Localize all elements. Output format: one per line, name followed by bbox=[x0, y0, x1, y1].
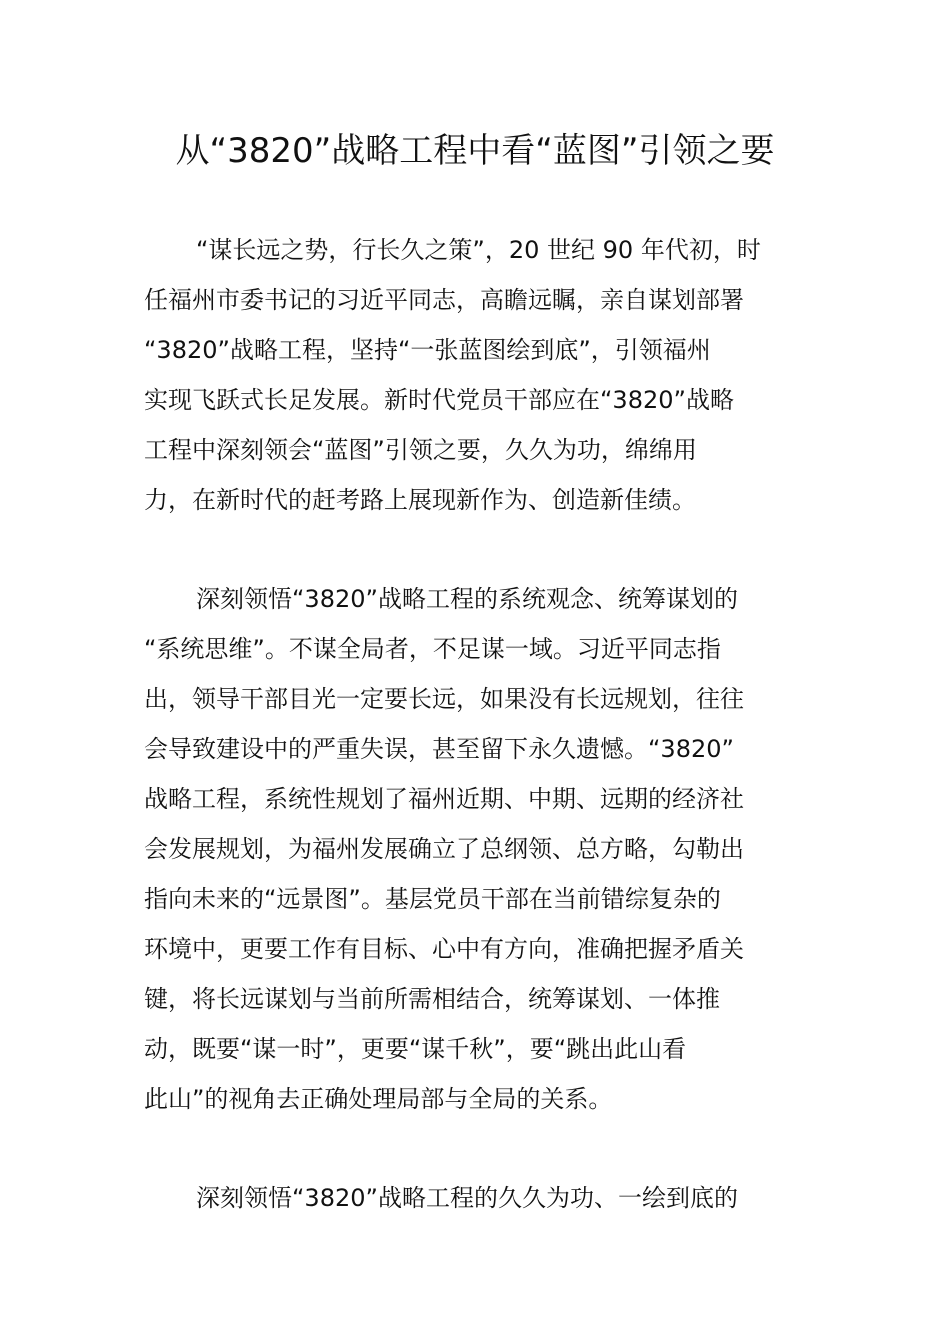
paragraph-2-line-10: 动，既要“谋一时”，更要“谋千秋”，要“跳出此山看 bbox=[144, 1035, 687, 1063]
paragraph-2-line-7: 指向未来的“远景图”。基层党员干部在当前错综复杂的 bbox=[144, 885, 721, 913]
paragraph-2-line-5: 战略工程，系统性规划了福州近期、中期、远期的经济社 bbox=[144, 785, 744, 813]
paragraph-2-line-3: 出，领导干部目光一定要长远，如果没有长远规划，往往 bbox=[144, 685, 744, 713]
paragraph-2-line-4: 会导致建设中的严重失误，甚至留下永久遗憾。“3820” bbox=[144, 735, 734, 763]
paragraph-2-line-9: 键，将长远谋划与当前所需相结合，统筹谋划、一体推 bbox=[144, 985, 720, 1013]
paragraph-2-line-8: 环境中，更要工作有目标、心中有方向，准确把握矛盾关 bbox=[144, 935, 744, 963]
paragraph-2-line-11: 此山”的视角去正确处理局部与全局的关系。 bbox=[144, 1085, 613, 1113]
document-title: 从“3820”战略工程中看“蓝图”引领之要 bbox=[175, 131, 775, 171]
paragraph-1-line-5: 工程中深刻领会“蓝图”引领之要，久久为功，绵绵用 bbox=[144, 436, 697, 464]
paragraph-1-line-6: 力，在新时代的赶考路上展现新作为、创造新佳绩。 bbox=[144, 486, 696, 514]
paragraph-1-line-3: “3820”战略工程，坚持“一张蓝图绘到底”，引领福州 bbox=[144, 336, 711, 364]
paragraph-2-line-6: 会发展规划，为福州发展确立了总纲领、总方略，勾勒出 bbox=[144, 835, 744, 863]
paragraph-2-line-2: “系统思维”。不谋全局者，不足谋一域。习近平同志指 bbox=[144, 635, 721, 663]
paragraph-3-line-1: 深刻领悟“3820”战略工程的久久为功、一绘到底的 bbox=[196, 1184, 738, 1212]
paragraph-1-line-4: 实现飞跃式长足发展。新时代党员干部应在“3820”战略 bbox=[144, 386, 734, 414]
paragraph-1-line-1: “谋长远之势，行长久之策”，20 世纪 90 年代初，时 bbox=[196, 236, 761, 264]
paragraph-2-line-1: 深刻领悟“3820”战略工程的系统观念、统筹谋划的 bbox=[196, 585, 738, 613]
paragraph-1-line-2: 任福州市委书记的习近平同志，高瞻远瞩，亲自谋划部署 bbox=[144, 286, 744, 314]
